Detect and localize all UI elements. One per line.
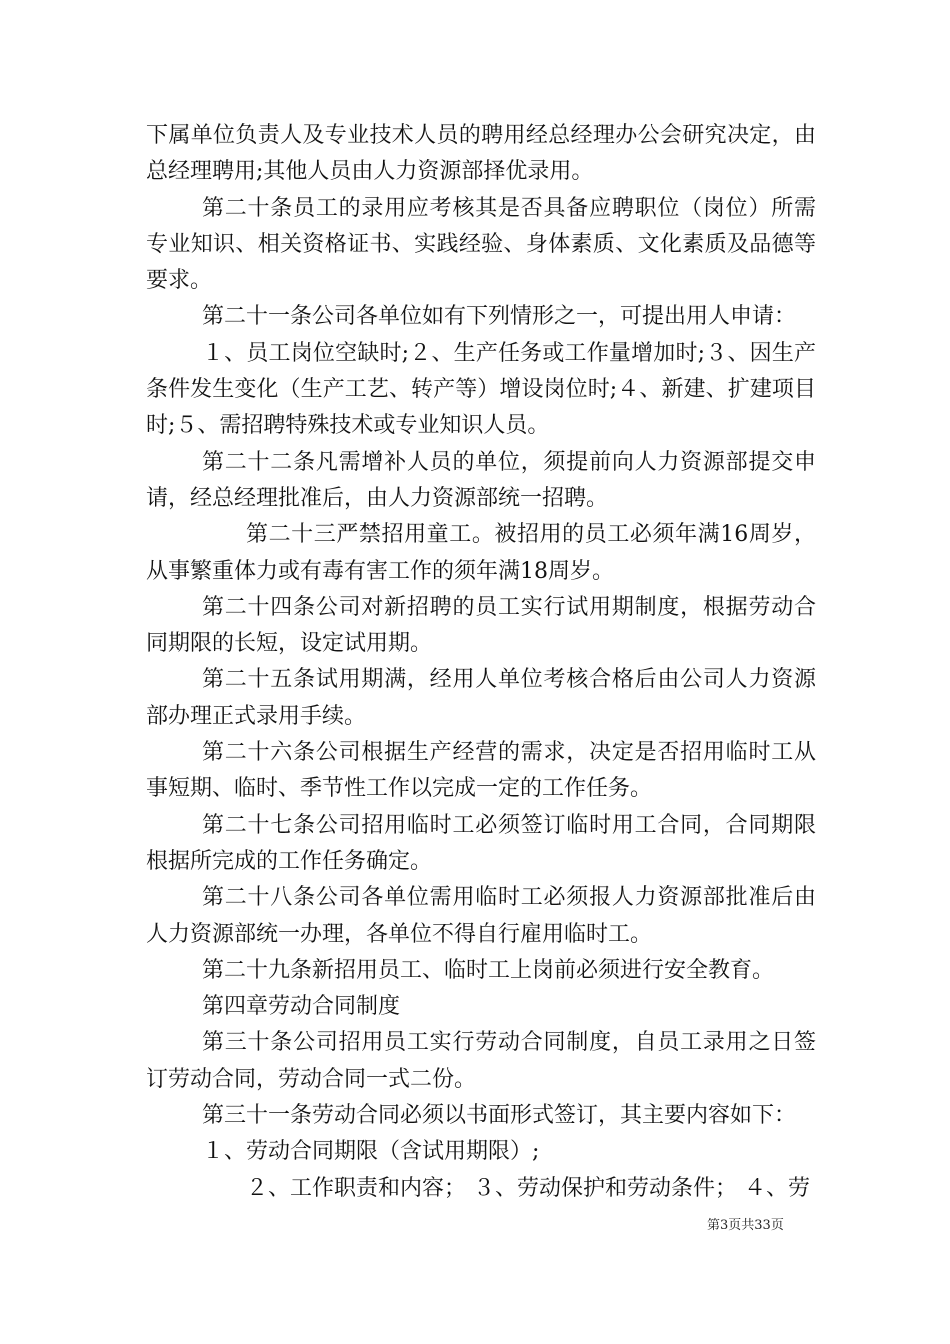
- paragraph-article-26: 第二十六条公司根据生产经营的需求，决定是否招用临时工从事短期、临时、季节性工作以完成一定的工作任务。: [146, 740, 816, 802]
- document-body: [146, 118, 816, 1207]
- page-number-footer: 第3页共33页: [707, 1218, 784, 1233]
- paragraph-article-22: 第二十二条凡需增补人员的单位，须提前向人力资源部提交申请，经总经理批准后，由人力资源部统一招聘。: [146, 449, 816, 511]
- paragraph-article-23: 第二十三严禁招用童工。被招用的员工必须年满16周岁，从事繁重体力或有毒有害工作的须年满18周岁。: [146, 522, 816, 584]
- paragraph-article-27: 第二十七条公司招用临时工必须签订临时用工合同，合同期限根据所完成的工作任务确定。: [146, 812, 816, 874]
- paragraph-article-21-items: １、员工岗位空缺时;２、生产任务或工作量增加时;３、因生产条件发生变化（生产工艺、转产等）增设岗位时;４、新建、扩建项目时;５、需招聘特殊技术或专业知识人员。: [146, 340, 816, 439]
- paragraph-hiring-approval: 下属单位负责人及专业技术人员的聘用经总经理办公会研究决定，由总经理聘用;其他人员由人力资源部择优录用。: [146, 123, 816, 185]
- paragraph-article-29: 第二十九条新招用员工、临时工上岗前必须进行安全教育。: [202, 957, 775, 983]
- paragraph-article-25: 第二十五条试用期满，经用人单位考核合格后由公司人力资源部办理正式录用手续。: [146, 667, 816, 729]
- paragraph-article-31-item-1: １、劳动合同期限（含试用期限）;: [202, 1139, 540, 1165]
- paragraph-article-30: 第三十条公司招用员工实行劳动合同制度，自员工录用之日签订劳动合同，劳动合同一式二份。: [146, 1030, 816, 1092]
- paragraph-article-31: 第三十一条劳动合同必须以书面形式签订，其主要内容如下：: [202, 1103, 797, 1129]
- paragraph-article-31-items-2-4: ２、工作职责和内容； ３、劳动保护和劳动条件； ４、劳: [246, 1175, 810, 1201]
- paragraph-article-28: 第二十八条公司各单位需用临时工必须报人力资源部批准后由人力资源部统一办理，各单位不得自行雇用临时工。: [146, 885, 816, 947]
- chapter-heading-4: 第四章劳动合同制度: [202, 994, 401, 1020]
- paragraph-article-21: 第二十一条公司各单位如有下列情形之一，可提出用人申请：: [202, 304, 797, 330]
- paragraph-article-20: 第二十条员工的录用应考核其是否具备应聘职位（岗位）所需专业知识、相关资格证书、实践经验、身体素质、文化素质及品德等要求。: [146, 195, 816, 294]
- paragraph-article-24: 第二十四条公司对新招聘的员工实行试用期制度，根据劳动合同期限的长短，设定试用期。: [146, 594, 816, 657]
